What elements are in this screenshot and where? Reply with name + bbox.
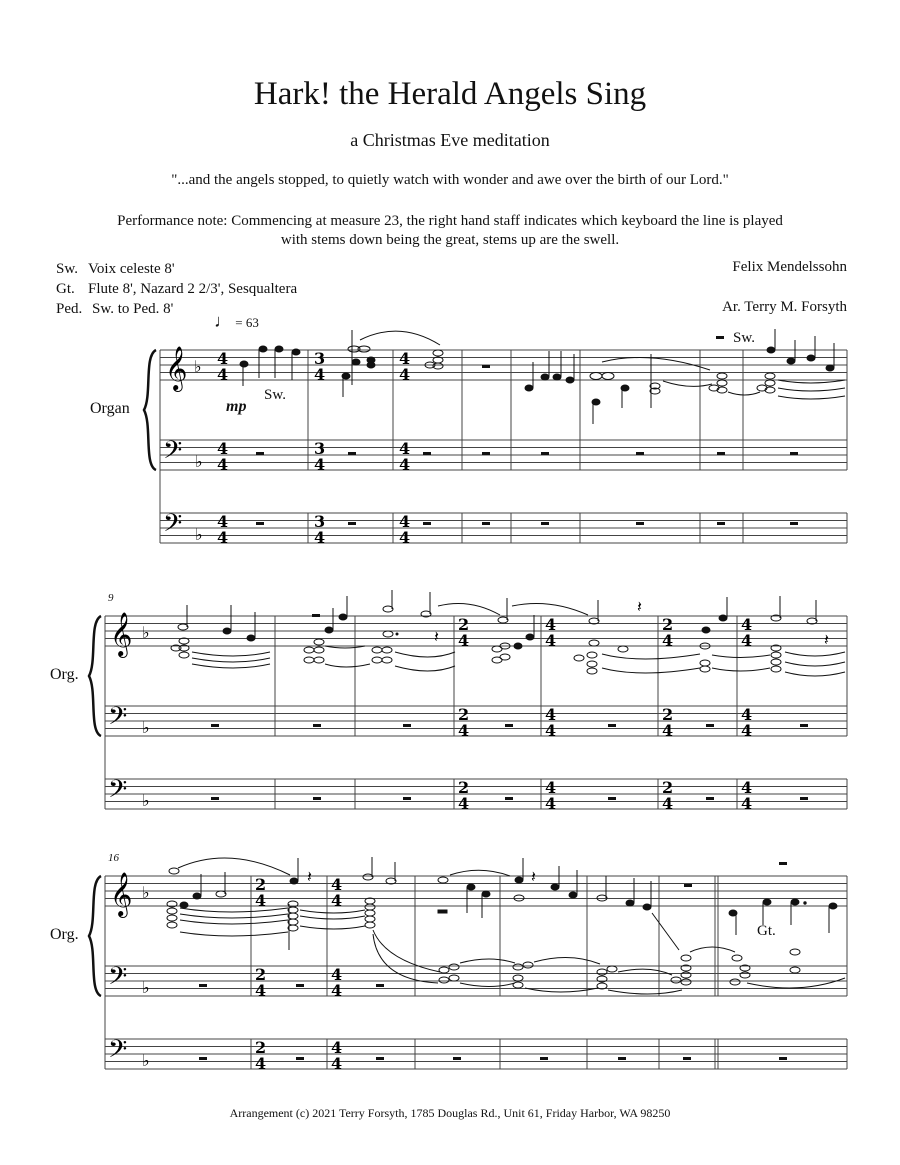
svg-text:2: 2 <box>255 965 267 984</box>
svg-text:4: 4 <box>399 349 411 368</box>
svg-text:4: 4 <box>331 1038 343 1057</box>
svg-text:4: 4 <box>458 631 470 650</box>
flat-icon: ♭ <box>142 623 150 642</box>
svg-text:4: 4 <box>314 365 326 384</box>
svg-text:4: 4 <box>545 778 557 797</box>
svg-text:4: 4 <box>741 705 753 724</box>
measure-number: 9 <box>108 592 114 604</box>
treble-clef-icon: 𝄞 <box>165 346 188 390</box>
barlines <box>160 350 847 543</box>
pedal-staff <box>105 779 847 809</box>
bass-clef-icon: 𝄢 <box>108 775 128 810</box>
flat-icon: ♭ <box>142 718 150 737</box>
svg-text:4: 4 <box>331 891 343 910</box>
stops-label: Flute 8', Nazard 2 2/3', Sesqualtera <box>88 281 298 297</box>
whole-rests <box>211 614 808 800</box>
measure-number: 16 <box>108 852 119 864</box>
bass-clef-icon: 𝄢 <box>163 509 183 544</box>
svg-text:2: 2 <box>458 705 470 724</box>
svg-text:4: 4 <box>217 439 229 458</box>
treble-staff <box>105 876 847 906</box>
stops-label: Voix celeste 8' <box>88 261 175 277</box>
brace-icon <box>89 616 101 736</box>
instrument-label: Organ <box>90 400 130 417</box>
flat-icon: ♭ <box>194 357 202 376</box>
svg-text:4: 4 <box>314 528 326 547</box>
svg-text:4: 4 <box>217 349 229 368</box>
svg-text:4: 4 <box>331 1054 343 1073</box>
bass-notes <box>439 949 800 989</box>
svg-text:2: 2 <box>255 875 267 894</box>
svg-text:4: 4 <box>217 512 229 531</box>
manual-label: Gt. <box>56 281 75 297</box>
svg-text:4: 4 <box>741 778 753 797</box>
svg-text:4: 4 <box>255 891 267 910</box>
svg-text:4: 4 <box>399 512 411 531</box>
bass-clef-icon: 𝄢 <box>108 1035 128 1070</box>
svg-text:2: 2 <box>255 1038 267 1057</box>
flat-icon: ♭ <box>142 791 150 810</box>
registration-swell <box>56 259 297 279</box>
stops-label: Sw. to Ped. 8' <box>92 301 174 317</box>
piece-title: Hark! the Herald Angels Sing <box>253 76 647 112</box>
flat-icon: ♭ <box>142 1051 150 1070</box>
svg-text:4: 4 <box>314 455 326 474</box>
svg-text:4: 4 <box>458 721 470 740</box>
manual-annotation: Sw. <box>264 387 286 403</box>
svg-text:4: 4 <box>331 875 343 894</box>
svg-text:4: 4 <box>545 705 557 724</box>
treble-notes <box>167 857 837 950</box>
quarter-rest-icon: 𝄽 <box>434 627 439 646</box>
svg-text:4: 4 <box>741 631 753 650</box>
barlines <box>105 616 847 809</box>
svg-text:4: 4 <box>741 794 753 813</box>
svg-text:4: 4 <box>545 615 557 634</box>
bass-staff <box>105 966 847 996</box>
svg-text:4: 4 <box>399 528 411 547</box>
bass-clef-icon: 𝄢 <box>163 436 183 471</box>
svg-text:4: 4 <box>217 528 229 547</box>
svg-text:3: 3 <box>314 439 326 458</box>
svg-text:4: 4 <box>331 981 343 1000</box>
svg-text:2: 2 <box>662 778 674 797</box>
whole-rests <box>199 862 787 1060</box>
treble-clef-icon: 𝄞 <box>110 612 133 656</box>
manual-label: Ped. <box>56 301 83 317</box>
staff-crossing-line <box>652 913 679 950</box>
svg-text:3: 3 <box>314 349 326 368</box>
svg-text:2: 2 <box>662 615 674 634</box>
registration-great <box>56 279 297 299</box>
flat-icon: ♭ <box>142 978 150 997</box>
flat-icon: ♭ <box>195 525 203 544</box>
quarter-rest-icon: 𝄽 <box>637 597 642 616</box>
treble-staff <box>105 616 847 646</box>
system-3 <box>0 850 900 1080</box>
quarter-rest-icon: 𝄽 <box>824 630 829 649</box>
flat-icon: ♭ <box>195 452 203 471</box>
manual-label: Sw. <box>56 261 78 277</box>
copyright-footer: Arrangement (c) 2021 Terry Forsyth, 1785 Douglas Rd., Unit 61, Friday Harbor, WA 98250 <box>229 1106 671 1120</box>
dynamic-marking: mp <box>226 398 247 415</box>
performance-note <box>40 212 860 250</box>
whole-rests <box>256 336 798 525</box>
svg-text:4: 4 <box>217 455 229 474</box>
manual-annotation: Sw. <box>733 330 755 346</box>
registration-list <box>56 259 297 319</box>
bass-clef-icon: 𝄢 <box>108 962 128 997</box>
svg-text:4: 4 <box>399 455 411 474</box>
epigraph-quote: "...and the angels stopped, to quietly watch with wonder and awe over the birth of our Lord." <box>171 172 729 188</box>
svg-text:4: 4 <box>399 439 411 458</box>
treble-notes <box>171 590 817 674</box>
tempo-value: = 63 <box>235 315 259 330</box>
svg-text:4: 4 <box>331 965 343 984</box>
composer-credit: Felix Mendelssohn <box>732 259 847 275</box>
performance-note-line1: Performance note: Commencing at measure 23, the right hand staff indicates which keyboard the line is played <box>117 213 783 229</box>
svg-text:4: 4 <box>255 981 267 1000</box>
svg-text:4: 4 <box>458 794 470 813</box>
svg-text:4: 4 <box>741 721 753 740</box>
pedal-staff <box>160 513 847 543</box>
quarter-rest-icon: 𝄽 <box>307 867 312 886</box>
brace-icon <box>89 876 101 996</box>
svg-text:4: 4 <box>545 631 557 650</box>
system-1 <box>0 320 900 550</box>
svg-text:3: 3 <box>314 512 326 531</box>
svg-text:4: 4 <box>545 794 557 813</box>
svg-text:2: 2 <box>458 778 470 797</box>
flat-icon: ♭ <box>142 883 150 902</box>
bass-staff <box>105 706 847 736</box>
svg-text:4: 4 <box>741 615 753 634</box>
performance-note-line2: with stems down being the great, stems up are the swell. <box>280 232 620 248</box>
barlines <box>105 876 847 1069</box>
quarter-rest-icon: 𝄽 <box>531 867 536 886</box>
piece-subtitle: a Christmas Eve meditation <box>350 130 550 150</box>
svg-text:4: 4 <box>399 365 411 384</box>
registration-pedal <box>56 299 297 319</box>
svg-text:4: 4 <box>255 1054 267 1073</box>
system-2 <box>0 590 900 820</box>
manual-annotation: Gt. <box>757 923 776 939</box>
arranger-credit: Ar. Terry M. Forsyth <box>722 299 847 315</box>
treble-staff <box>160 350 847 380</box>
svg-text:2: 2 <box>458 615 470 634</box>
instrument-label: Org. <box>50 926 79 943</box>
quarter-note-icon: ♩ <box>214 311 232 331</box>
pedal-staff <box>105 1039 847 1069</box>
instrument-label: Org. <box>50 666 79 683</box>
svg-text:2: 2 <box>662 705 674 724</box>
svg-text:4: 4 <box>662 721 674 740</box>
svg-text:4: 4 <box>217 365 229 384</box>
svg-text:4: 4 <box>545 721 557 740</box>
brace-icon <box>144 350 156 470</box>
svg-text:4: 4 <box>662 794 674 813</box>
treble-clef-icon: 𝄞 <box>110 872 133 916</box>
bass-clef-icon: 𝄢 <box>108 702 128 737</box>
svg-text:4: 4 <box>662 631 674 650</box>
